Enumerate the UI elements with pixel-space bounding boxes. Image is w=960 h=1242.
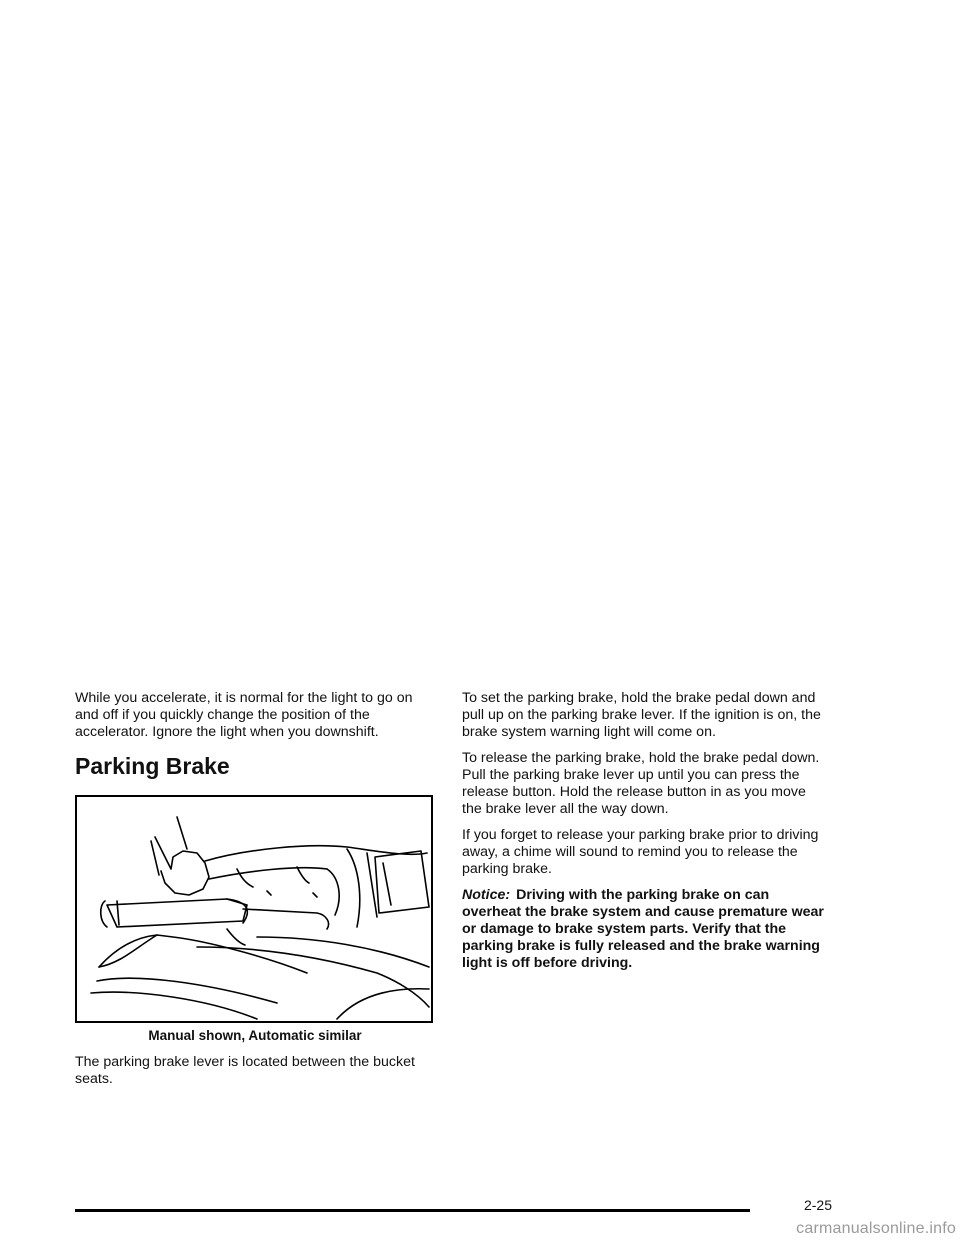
watermark[interactable]: carmanualsonline.info <box>796 1220 956 1237</box>
notice-label: Notice: <box>462 887 511 903</box>
intro-paragraph: While you accelerate, it is normal for the light to go on and off if you quickly change the position of the accelerator. Ignore the light when you downshift. <box>75 690 413 740</box>
footer-rule <box>75 1209 750 1212</box>
forget-release-paragraph: If you forget to release your parking brake prior to driving away, a chime will sound to remind you to release the parking brake. <box>462 827 819 877</box>
release-brake-paragraph: To release the parking brake, hold the brake pedal down. Pull the parking brake lever up until you can press the release button. Hold the release button in as you move the brake lever all the way down. <box>462 750 820 817</box>
notice-text: Driving with the parking brake on can overheat the brake system and cause premature wear or damage to brake system parts. Verify that the parking brake is fully released and the brake warning light is off before driving. <box>462 887 824 971</box>
set-brake-paragraph: To set the parking brake, hold the brake pedal down and pull up on the parking brake lever. If the ignition is on, the brake system warning light will come on. <box>462 690 821 740</box>
notice-paragraph <box>462 887 828 972</box>
parking-brake-lever-drawing <box>77 797 431 1021</box>
parking-brake-illustration <box>75 795 433 1023</box>
location-paragraph: The parking brake lever is located between the bucket seats. <box>75 1054 415 1087</box>
right-column <box>462 690 828 981</box>
page-number: 2-25 <box>803 1197 832 1213</box>
section-heading: Parking Brake <box>75 753 230 779</box>
figure-caption: Manual shown, Automatic similar <box>148 1028 362 1043</box>
left-column <box>75 690 435 1097</box>
